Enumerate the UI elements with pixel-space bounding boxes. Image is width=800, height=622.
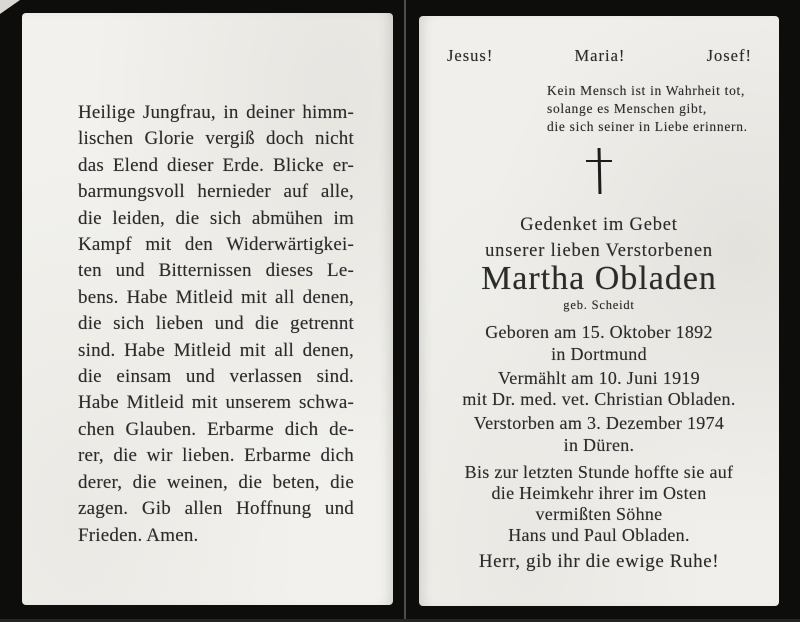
- invocation-maria: Maria!: [574, 46, 626, 65]
- intro-line: unserer lieben Verstorbenen: [485, 241, 713, 261]
- event-birth: [419, 322, 779, 365]
- cross-vertical-bar: [598, 148, 602, 194]
- event-line: in Düren.: [563, 434, 635, 455]
- prayer-line: lischen Glorie vergiß doch nicht: [78, 128, 354, 150]
- prayer-line: Frieden. Amen.: [78, 524, 199, 546]
- invocation-jesus: Jesus!: [447, 46, 494, 65]
- event-line: Geboren am 15. Oktober 1892: [485, 322, 713, 342]
- prayer-line: barmungsvoll hernieder auf alle,: [78, 181, 354, 203]
- event-marriage: [419, 368, 779, 411]
- prayer-line: chen Glauben. Erbarme dich de-: [78, 418, 354, 440]
- memorial-line: Hans und Paul Obladen.: [508, 525, 690, 545]
- invocation-josef: Josef!: [706, 46, 752, 65]
- prayer-line: Habe Mitleid mit unserem schwa-: [78, 392, 354, 414]
- prayer-line: die leiden, die sich abmühen im: [78, 207, 354, 229]
- deceased-name: Martha Obladen: [481, 260, 717, 297]
- memorial-line: Bis zur letzten Stunde hoffte sie auf: [464, 462, 734, 482]
- prayer-line: ten und Bitternissen dieses Le-: [78, 260, 354, 282]
- prayer-line: zagen. Gib allen Hoffnung und: [78, 498, 354, 520]
- memorial-text: [419, 462, 779, 546]
- event-line: Verstorben am 3. Dezember 1974: [473, 413, 725, 433]
- prayer-line: sind. Habe Mitleid mit all denen,: [78, 339, 354, 361]
- maiden-name: geb. Scheidt: [563, 298, 635, 312]
- cross-icon: [586, 148, 612, 194]
- prayer-line: derer, die weinen, die beten, die: [78, 471, 354, 493]
- prayer-line: rer, die wir lieben. Erbarme dich: [78, 445, 354, 467]
- left-page: [22, 13, 393, 605]
- event-line: Vermählt am 10. Juni 1919: [498, 367, 700, 388]
- prayer-text: [78, 100, 354, 549]
- intro-line: Gedenket im Gebet: [520, 215, 678, 235]
- closing-prayer: Herr, gib ihr die ewige Ruhe!: [478, 551, 720, 572]
- prayer-line: Heilige Jungfrau, in deiner himm-: [78, 102, 354, 123]
- prayer-line: Kampf mit den Widerwärtigkei-: [78, 234, 354, 256]
- event-death: [419, 413, 779, 456]
- life-events: [419, 322, 779, 459]
- event-line: in Dortmund: [551, 343, 647, 364]
- cross-horizontal-bar: [586, 160, 612, 162]
- epigraph-line: Kein Mensch ist in Wahrheit tot,: [547, 83, 746, 98]
- epigraph-line: die sich seiner in Liebe erinnern.: [547, 119, 748, 134]
- prayer-line: bens. Habe Mitleid mit all denen,: [78, 286, 354, 308]
- scanner-corner-artifact: [0, 0, 20, 14]
- card-fold-crease: [404, 0, 406, 622]
- right-page: [419, 16, 779, 606]
- prayer-line: das Elend dieser Erde. Blicke er-: [78, 154, 354, 176]
- epigraph-line: solange es Menschen gibt,: [547, 101, 707, 116]
- memorial-line: die Heimkehr ihrer im Osten: [491, 483, 707, 503]
- epigraph: [547, 82, 748, 136]
- intro-text: [419, 212, 779, 264]
- prayer-line: die einsam und verlassen sind.: [78, 366, 354, 388]
- memorial-line: vermißten Söhne: [535, 504, 663, 524]
- prayer-line: die sich lieben und die getrennt: [78, 313, 354, 335]
- invocation-row: [419, 46, 779, 66]
- event-line: mit Dr. med. vet. Christian Obladen.: [462, 389, 736, 409]
